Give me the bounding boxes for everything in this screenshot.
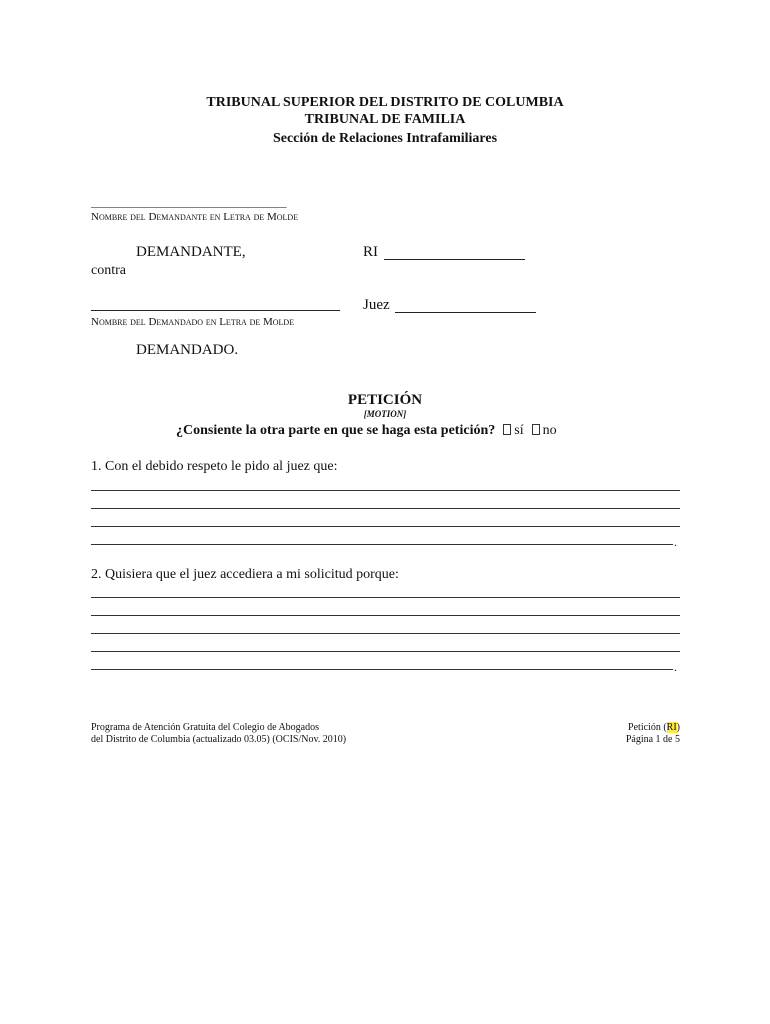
petition-title: PETICIÓN: [347, 392, 423, 408]
footer-form-code-highlight: RI: [666, 722, 677, 733]
section-1-label: 1. Con el debido respeto le pido al juez que:: [91, 459, 338, 474]
defendant-name-caption: Nombre del Demandado en Letra de Molde: [91, 316, 295, 328]
judge-name-field[interactable]: [395, 312, 536, 313]
defendant-role: DEMANDADO.: [136, 342, 239, 358]
footer-form-code: [628, 722, 680, 734]
section-1-line[interactable]: [91, 526, 680, 527]
section-2-line[interactable]: [91, 669, 673, 670]
footer-form-suffix: ): [676, 722, 680, 733]
footer-page-number: Página 1 de 5: [625, 734, 680, 745]
ri-number-field[interactable]: [384, 259, 525, 260]
consent-question-row: [176, 423, 557, 439]
court-section: Sección de Relaciones Intrafamiliares: [272, 131, 498, 146]
section-1-line[interactable]: [91, 508, 680, 509]
consent-no-checkbox[interactable]: [532, 424, 540, 435]
plaintiff-role: DEMANDANTE,: [136, 244, 246, 260]
section-2-line[interactable]: [91, 633, 680, 634]
section-2-label: 2. Quisiera que el juez accediera a mi solicitud porque:: [91, 567, 399, 582]
consent-yes-checkbox[interactable]: [503, 424, 511, 435]
court-division: TRIBUNAL DE FAMILIA: [304, 112, 466, 127]
petition-subtitle: [MOTION]: [363, 409, 407, 419]
footer-form-prefix: Petición (: [628, 722, 667, 733]
footer-program: Programa de Atención Gratuita del Colegio de Abogados: [91, 722, 320, 733]
section-1-line[interactable]: [91, 490, 680, 491]
section-2-line[interactable]: [91, 651, 680, 652]
plaintiff-name-caption: Nombre del Demandante en Letra de Molde: [91, 211, 299, 223]
consent-question: ¿Consiente la otra parte en que se haga esta petición?: [176, 423, 496, 438]
section-1-period: .: [674, 535, 677, 549]
consent-yes-label: sí: [514, 423, 524, 438]
judge-label: Juez: [363, 297, 390, 313]
ri-label: RI: [363, 244, 378, 260]
section-2-line[interactable]: [91, 597, 680, 598]
section-2-period: .: [674, 660, 677, 674]
footer-district: del Distrito de Columbia (actualizado 03.05) (OCIS/Nov. 2010): [91, 734, 347, 745]
consent-no-label: no: [542, 423, 557, 438]
plaintiff-name-line[interactable]: _______________________________________: [91, 197, 286, 209]
defendant-name-field[interactable]: [91, 310, 340, 311]
section-1-line[interactable]: [91, 544, 673, 545]
court-title: TRIBUNAL SUPERIOR DEL DISTRITO DE COLUMBIA: [206, 95, 564, 110]
contra-text: contra: [91, 263, 126, 278]
section-2-line[interactable]: [91, 615, 680, 616]
